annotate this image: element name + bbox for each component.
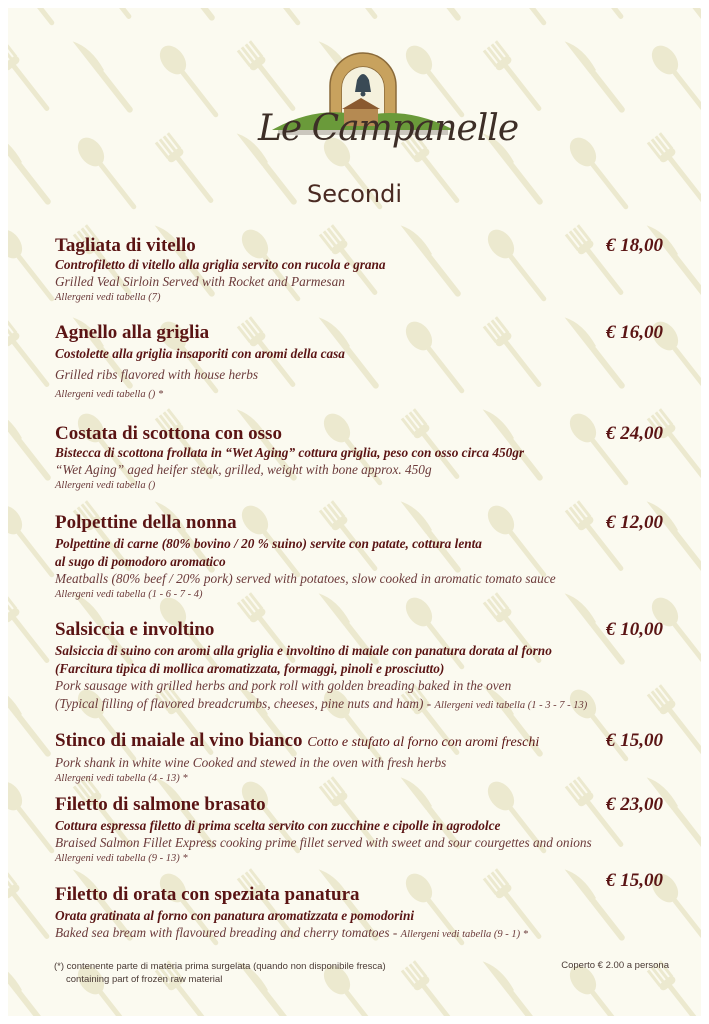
spoon-icon: [8, 501, 62, 584]
fork-icon: [565, 8, 630, 24]
dish-description-en: “Wet Aging” aged heifer steak, grilled, weight with bone approx. 450g: [55, 462, 432, 477]
knife-icon: [8, 956, 54, 1016]
menu-page: [8, 8, 701, 1016]
knife-icon: [8, 404, 54, 481]
spoon-icon: [8, 8, 62, 32]
logo-text: Le Campanelle: [258, 108, 519, 149]
dish-allergens: Allergeni vedi tabella (1 - 6 - 7 - 4): [55, 589, 203, 600]
menu-item: [55, 619, 675, 715]
knife-icon: [647, 8, 701, 22]
restaurant-logo: [258, 46, 519, 171]
fork-icon: [8, 868, 55, 944]
dish-description-it: Orata gratinata al forno con panatura aromatizzata e pomodorini: [55, 908, 415, 923]
dish-price: € 12,00: [606, 512, 663, 533]
frozen-note-it: (*) contenente parte di materia prima surgelata (quando non disponibile fresca): [54, 961, 386, 972]
spoon-icon: [236, 8, 308, 32]
spoon-icon: [646, 41, 701, 124]
dish-name: Filetto di salmone brasato: [55, 794, 266, 815]
dish-description-en: Meatballs (80% beef / 20% pork) served with potatoes, slow cooked in aromatic tomato sauce: [55, 571, 556, 586]
dish-name: Salsiccia e involtino: [55, 619, 215, 640]
dish-inline-description: Cotto e stufato al forno con aromi freschi: [307, 735, 540, 750]
dish-name: Tagliata di vitello: [55, 235, 196, 256]
cover-charge: Coperto € 2.00 a persona: [561, 960, 669, 971]
dish-name: Polpettine della nonna: [55, 512, 237, 533]
dish-price: € 15,00: [606, 870, 663, 891]
frozen-note: [54, 960, 386, 986]
knife-icon: [401, 8, 464, 22]
dish-description-en: Grilled ribs flavored with house herbs: [55, 367, 259, 382]
dish-price: € 16,00: [606, 322, 663, 343]
fork-icon: [73, 8, 138, 24]
fork-icon: [319, 8, 384, 24]
dish-description-en: Grilled Veal Sirloin Served with Rocket and Parmesan: [55, 274, 345, 289]
fork-icon: [401, 960, 466, 1016]
knife-icon: [565, 36, 628, 113]
dish-price: € 18,00: [606, 235, 663, 256]
fork-icon: [8, 592, 55, 668]
dish-allergens: Allergeni vedi tabella () *: [55, 389, 164, 400]
knife-icon: [483, 956, 546, 1016]
dish-allergens: Allergeni vedi tabella (): [55, 480, 156, 491]
dish-allergens: Allergeni vedi tabella (1 - 3 - 7 - 13): [434, 700, 588, 711]
dish-description-it: (Farcitura tipica di mollica aromatizzata, formaggi, pinoli e prosciutto): [55, 661, 445, 676]
dish-name: Filetto di orata con speziata panatura: [55, 884, 360, 905]
fork-icon: [8, 316, 55, 392]
menu-item: [55, 235, 675, 305]
knife-icon: [8, 680, 54, 757]
dish-description-it: Controfiletto di vitello alla griglia servito con rucola e grana: [55, 257, 386, 272]
fork-icon: [8, 40, 55, 116]
menu-item: [55, 730, 675, 786]
dish-name: Agnello alla griglia: [55, 322, 210, 343]
menu-item: [55, 794, 675, 866]
spoon-icon: [8, 777, 62, 860]
dish-description-it: Cottura espressa filetto di prima scelta servito con zucchine e cipolle in agrodolce: [55, 818, 501, 833]
dish-description-en: Braised Salmon Fillet Express cooking prime fillet served with sweet and sour courgettes and onions: [55, 835, 592, 850]
dish-description-en: Pork shank in white wine Cooked and stewed in the oven with fresh herbs: [55, 755, 447, 770]
menu-item: [55, 870, 675, 944]
dish-allergens: Allergeni vedi tabella (7): [55, 292, 161, 303]
knife-icon: [73, 36, 136, 113]
dish-description-en: [55, 924, 675, 944]
dish-description-en-line: (Typical filling of flavored breadcrumbs, cheeses, pine nuts and ham) -: [55, 696, 432, 711]
dish-name: [55, 730, 675, 754]
spoon-icon: [154, 41, 226, 124]
menu-item: [55, 512, 675, 602]
spoon-icon: [8, 225, 62, 308]
dish-allergens: Allergeni vedi tabella (9 - 13) *: [55, 853, 188, 864]
frozen-note-en: containing part of frozen raw material: [66, 974, 223, 985]
knife-icon: [155, 8, 218, 22]
dish-name: Costata di scottona con osso: [55, 423, 282, 444]
dish-name-text: Stinco di maiale al vino bianco: [55, 730, 303, 751]
section-title: Secondi: [307, 180, 402, 208]
dish-description-en: Pork sausage with grilled herbs and pork roll with golden breading baked in the oven: [55, 678, 512, 693]
dish-price: € 24,00: [606, 423, 663, 444]
dish-description-en-line: Baked sea bream with flavoured breading and cherry tomatoes -: [55, 925, 398, 940]
dish-description-it: Salsiccia di suino con aromi alla griglia e involtino di maiale con panatura dorata al forno: [55, 643, 552, 658]
spoon-icon: [482, 8, 554, 32]
dish-price: € 10,00: [606, 619, 663, 640]
dish-description-it: Polpettine di carne (80% bovino / 20 % suino) servite con patate, cottura lenta: [55, 536, 482, 551]
dish-description-it: al sugo di pomodoro aromatico: [55, 554, 226, 569]
dish-description-it: Costolette alla griglia insaporiti con aromi della casa: [55, 346, 345, 361]
menu-item: [55, 322, 675, 402]
dish-allergens: Allergeni vedi tabella (4 - 13) *: [55, 773, 188, 784]
dish-allergens: Allergeni vedi tabella (9 - 1) *: [400, 929, 528, 940]
dish-price: € 15,00: [606, 730, 663, 751]
dish-description-it: Bistecca di scottona frollata in “Wet Aging” cottura griglia, peso con osso circa 450gr: [55, 445, 525, 460]
dish-description-en: [55, 695, 675, 715]
dish-price: € 23,00: [606, 794, 663, 815]
fork-icon: [483, 40, 548, 116]
menu-item: [55, 423, 675, 493]
